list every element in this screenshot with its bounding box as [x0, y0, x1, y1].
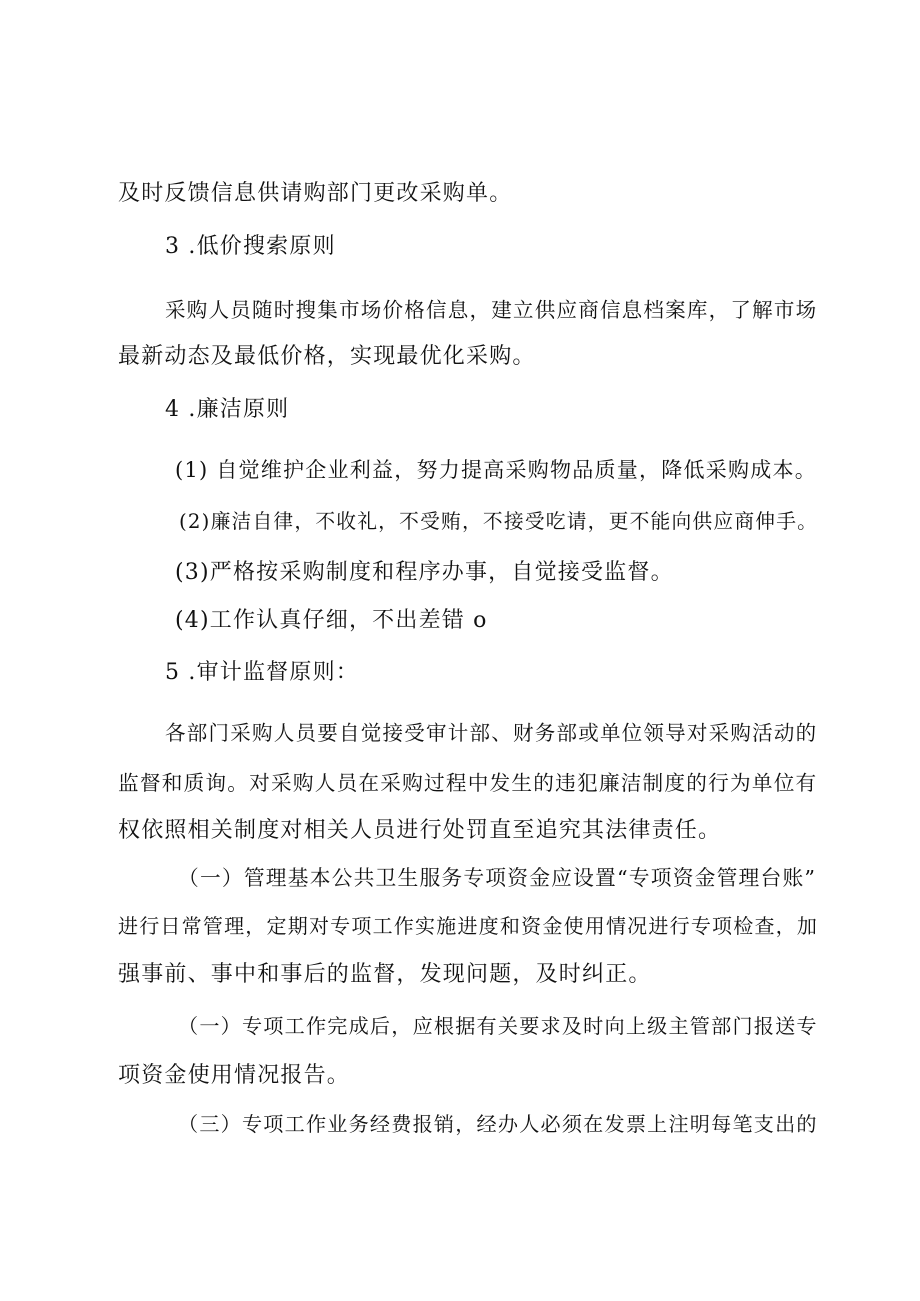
- paragraph-line-11: 各部门采购人员要自觉接受审计部、财务部或单位领导对采购活动的: [165, 721, 818, 745]
- paragraph-line-1: 及时反馈信息供请购部门更改采购单。: [118, 181, 513, 206]
- paragraph-line-3: 采购人员随时搜集市场价格信息，建立供应商信息档案库，了解市场: [165, 298, 818, 322]
- list-item-4: (4)工作认真仔细，不出差错 o: [175, 608, 488, 633]
- paragraph-line-19: （三）专项工作业务经费报销，经办人必须在发票上注明每笔支出的: [178, 1112, 818, 1136]
- paragraph-line-17: （一）专项工作完成后，应根据有关要求及时向上级主管部门报送专: [178, 1014, 818, 1038]
- paragraph-line-4: 最新动态及最低价格，实现最优化采购。: [118, 344, 536, 369]
- paragraph-line-13: 权依照相关制度对相关人员进行处罚直至追究其法律责任。: [118, 818, 722, 843]
- list-item-3: (3)严格按采购制度和程序办事，自觉接受监督。: [175, 560, 674, 585]
- section-heading-4: 4 .廉洁原则: [165, 397, 290, 422]
- paragraph-line-16: 强事前、事中和事后的监督，发现问题，及时纠正。: [118, 962, 652, 987]
- section-heading-5: 5 .审计监督原则：: [165, 660, 359, 685]
- paragraph-line-12: 监督和质询。对采购人员在采购过程中发生的违犯廉洁制度的行为单位有: [118, 771, 818, 795]
- paragraph-line-15: 进行日常管理，定期对专项工作实施进度和资金使用情况进行专项检查，加: [118, 914, 819, 938]
- paragraph-line-14: （一）管理基本公共卫生服务专项资金应设置“专项资金管理台账”: [178, 866, 817, 890]
- section-heading-3: 3 .低价搜索原则: [165, 234, 336, 259]
- list-item-1: (1) 自觉维护企业利益，努力提高采购物品质量，降低采购成本。: [175, 457, 817, 482]
- list-item-2: (2)廉洁自律，不收礼，不受贿，不接受吃请，更不能向供应商伸手。: [179, 510, 819, 533]
- paragraph-line-18: 项资金使用情况报告。: [118, 1063, 351, 1088]
